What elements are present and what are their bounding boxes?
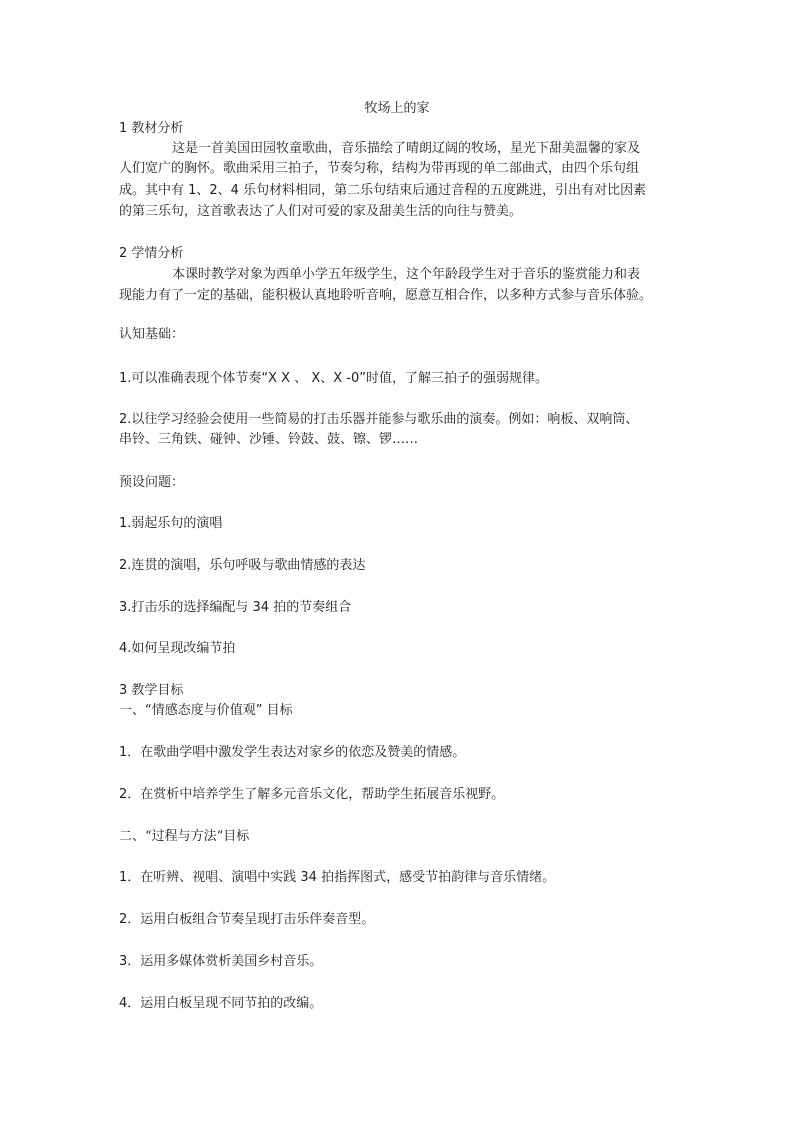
paragraph-line: 成。其中有 1、2、4 乐句材料相同，第二乐句结束后通过音程的五度跳进，引出有对比因素 [119,183,647,198]
goal-heading-2: 二、“过程与方法”目标 [119,829,250,844]
paragraph-line: 现能力有了一定的基础，能积极认真地聆听音响，愿意互相合作，以多种方式参与音乐体验。 [119,288,653,303]
section-heading-2: 2 学情分析 [119,246,184,261]
paragraph-line: 人们宽广的胸怀。歌曲采用三拍子，节奏匀称，结构为带再现的单二部曲式，由四个乐句组 [119,161,640,176]
section-heading-3: 3 教学目标 [119,683,184,698]
list-item: 3.打击乐的选择编配与 34 拍的节奏组合 [119,600,352,615]
list-item: 1.弱起乐句的演唱 [119,516,223,531]
page-title: 牧场上的家 [364,101,430,116]
list-item: 1．在歌曲学唱中激发学生表达对家乡的依恋及赞美的情感。 [119,745,466,760]
cognitive-heading: 认知基础： [119,327,185,342]
section-heading-1: 1 教材分析 [119,121,184,136]
list-item-continued: 串铃、三角铁、碰钟、沙锤、铃鼓、鼓、镲、锣…… [119,432,419,447]
list-item: 2．运用白板组合节奏呈现打击乐伴奏音型。 [119,912,375,927]
list-item: 2.以往学习经验会使用一些简易的打击乐器并能参与歌乐曲的演奏。例如：响板、双响筒、 [119,412,639,427]
list-item: 1.可以准确表现个体节奏“X X 、 X、X -0”时值，了解三拍子的强弱规律。 [119,371,548,386]
list-item: 3．运用多媒体赏析美国乡村音乐。 [119,954,323,969]
paragraph-line: 这是一首美国田园牧童歌曲，音乐描绘了晴朗辽阔的牧场，星光下甜美温馨的家及 [172,141,641,156]
preset-heading: 预设问题： [119,475,185,490]
list-item: 4.如何呈现改编节拍 [119,641,236,656]
list-item: 4．运用白板呈现不同节拍的改编。 [119,996,323,1011]
paragraph-line: 的第三乐句，这首歌表达了人们对可爱的家及甜美生活的向往与赞美。 [119,204,523,219]
list-item: 1．在听辨、视唱、演唱中实践 34 拍指挥图式，感受节拍韵律与音乐情绪。 [119,870,556,885]
paragraph-line: 本课时教学对象为西单小学五年级学生，这个年龄段学生对于音乐的鉴赏能力和表 [172,267,641,282]
list-item: 2．在赏析中培养学生了解多元音乐文化，帮助学生拓展音乐视野。 [119,787,505,802]
list-item: 2.连贯的演唱，乐句呼吸与歌曲情感的表达 [119,558,366,573]
goal-heading-1: 一、“情感态度与价值观” 目标 [119,703,293,718]
